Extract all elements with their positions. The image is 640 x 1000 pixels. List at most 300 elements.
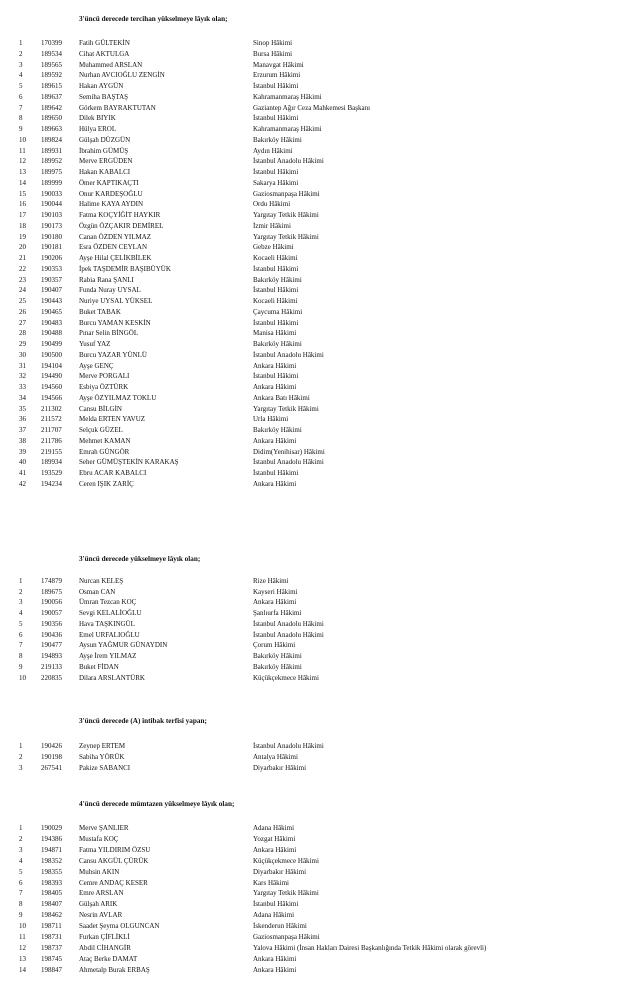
row-number: 10	[19, 922, 26, 931]
list-item	[0, 350, 640, 361]
court-position: İstanbul Hâkimi	[253, 82, 299, 90]
list-item	[0, 382, 640, 393]
list-item	[0, 113, 640, 124]
court-position: Küçükçekmece Hâkimi	[253, 856, 319, 865]
person-name: Buket TABAK	[79, 307, 121, 316]
person-name: Pakize SABANCI	[79, 764, 131, 772]
row-number: 39	[19, 447, 26, 456]
person-name: Görkem BAYRAKTUTAN	[79, 103, 156, 112]
registry-number: 189931	[41, 146, 62, 155]
registry-number: 189592	[41, 71, 62, 80]
court-position: İstanbul Hâkimi	[253, 168, 299, 176]
person-name: Cemre ANDAÇ KESER	[79, 878, 148, 887]
registry-number: 190483	[41, 318, 62, 327]
list-item	[0, 103, 640, 114]
person-name: Nurhan AVCIOĞLU ZENGİN	[79, 71, 165, 80]
row-number: 1	[19, 824, 23, 832]
court-position: Kars Hâkimi	[253, 878, 289, 887]
person-name: Cansu AKGÜL ÇÜRÜK	[79, 856, 149, 865]
row-number: 7	[19, 103, 23, 112]
court-position: Ankara Hâkimi	[253, 479, 297, 488]
court-position: Ankara Hâkimi	[253, 436, 297, 445]
person-name: Fatih GÜLTEKİN	[79, 39, 130, 47]
row-number: 23	[19, 275, 26, 284]
person-name: Ataç Berke DAMAT	[79, 954, 138, 963]
court-position: İstanbul Hâkimi	[253, 372, 299, 381]
registry-number: 190500	[41, 350, 62, 359]
registry-number: 190356	[41, 619, 62, 628]
list-item	[0, 457, 640, 468]
list-item	[0, 414, 640, 425]
row-number: 6	[19, 630, 23, 639]
court-position: Adana Hâkimi	[253, 911, 295, 920]
court-position: Kocaeli Hâkimi	[253, 254, 298, 262]
person-name: Semiha BAŞTAŞ	[79, 92, 129, 101]
list-item	[0, 834, 640, 845]
row-number: 30	[19, 350, 26, 359]
court-position: İstanbul Hâkimi	[253, 900, 299, 909]
person-name: Mehmet KAMAN	[79, 436, 131, 445]
registry-number: 190044	[41, 200, 62, 209]
registry-number: 194566	[41, 393, 62, 402]
row-number: 5	[19, 619, 23, 628]
registry-number: 170399	[41, 39, 62, 47]
person-name: Ebru ACAR KABALCI	[79, 469, 147, 477]
registry-number: 219133	[41, 662, 62, 671]
row-number: 36	[19, 415, 26, 424]
row-number: 10	[19, 673, 26, 682]
list-item	[0, 597, 640, 608]
court-position: Rize Hâkimi	[253, 577, 289, 585]
list-item	[0, 38, 640, 49]
row-number: 2	[19, 587, 23, 596]
person-name: Seher GÜMÜŞTEKİN KARAKAŞ	[79, 458, 179, 467]
registry-number: 189637	[41, 92, 62, 101]
court-position: Küçükçekmece Hâkimi	[253, 673, 319, 682]
person-name: Furkan ÇİFLİKLİ	[79, 933, 130, 941]
person-name: Hakan KABALCI	[79, 168, 131, 176]
list-item	[0, 856, 640, 867]
row-number: 27	[19, 318, 26, 327]
registry-number: 190436	[41, 630, 62, 639]
list-item	[0, 932, 640, 943]
row-number: 24	[19, 286, 26, 295]
registry-number: 198407	[41, 900, 62, 909]
court-position: Manavgat Hâkimi	[253, 60, 304, 69]
list-item	[0, 167, 640, 178]
registry-number: 190465	[41, 307, 62, 316]
court-position: Sakarya Hâkimi	[253, 178, 299, 187]
list-item	[0, 651, 640, 662]
person-name: Muhammed ARSLAN	[79, 60, 143, 69]
person-name: Ömer KAPTIKAÇTI	[79, 178, 139, 187]
person-name: Canan ÖZDEN YILMAZ	[79, 232, 152, 241]
person-name: Funda Nuray UYSAL	[79, 286, 141, 295]
list-item	[0, 954, 640, 965]
registry-number: 190180	[41, 232, 62, 241]
registry-number: 189565	[41, 60, 62, 69]
registry-number: 189934	[41, 458, 62, 467]
list-item	[0, 662, 640, 673]
list-item	[0, 447, 640, 458]
registry-number: 211302	[41, 404, 62, 413]
list-item	[0, 242, 640, 253]
court-position: İstanbul Hâkimi	[253, 264, 299, 273]
list-item	[0, 339, 640, 350]
list-item	[0, 49, 640, 60]
registry-number: 194893	[41, 652, 62, 660]
row-number: 12	[19, 157, 26, 166]
registry-number: 190033	[41, 189, 62, 198]
person-name: Burcu YAZAR YÜNLÜ	[79, 350, 147, 359]
row-number: 33	[19, 383, 26, 391]
person-name: İpek TAŞDEMİR BAŞIBÜYÜK	[79, 264, 171, 273]
person-name: Selçuk GÜZEL	[79, 426, 123, 434]
row-number: 18	[19, 221, 26, 230]
list-item	[0, 479, 640, 490]
list-item	[0, 436, 640, 447]
list-item	[0, 156, 640, 167]
list-item	[0, 285, 640, 296]
person-name: Nuriye UYSAL YÜKSEL	[79, 297, 153, 305]
person-name: Ayşe İrem YILMAZ	[79, 652, 137, 660]
list-item	[0, 921, 640, 932]
list-item	[0, 425, 640, 436]
person-name: Ayşe Hilal ÇELİKBİLEK	[79, 254, 152, 262]
list-item	[0, 146, 640, 157]
court-position: Bursa Hâkimi	[253, 49, 293, 58]
registry-number: 189615	[41, 82, 62, 90]
court-position: İstanbul Anadolu Hâkimi	[253, 630, 324, 639]
row-number: 35	[19, 404, 26, 413]
list-item	[0, 70, 640, 81]
registry-number: 190103	[41, 211, 62, 219]
list-item	[0, 943, 640, 954]
registry-number: 190407	[41, 286, 62, 295]
registry-number: 211786	[41, 436, 62, 445]
person-name: Merve ŞANLIER	[79, 824, 129, 832]
list-item	[0, 81, 640, 92]
person-name: Cihat AKTULGA	[79, 49, 130, 58]
section-heading: 4'üncü derecede mümtazen yükselmeye lâyık olan;	[79, 800, 235, 808]
list-item	[0, 845, 640, 856]
list-item	[0, 888, 640, 899]
court-position: Şanlıurfa Hâkimi	[253, 609, 302, 618]
court-position: Adana Hâkimi	[253, 824, 295, 832]
registry-number: 189975	[41, 168, 62, 176]
registry-number: 267541	[41, 764, 62, 772]
list-item	[0, 468, 640, 479]
row-number: 2	[19, 49, 23, 58]
list-item	[0, 630, 640, 641]
row-number: 8	[19, 114, 23, 123]
list-item	[0, 221, 640, 232]
person-name: Rabia Rana ŞANLI	[79, 275, 134, 284]
list-item	[0, 199, 640, 210]
registry-number: 189675	[41, 587, 62, 596]
court-position: Gaziantep Ağır Ceza Mahkemesi Başkanı	[253, 103, 371, 112]
registry-number: 190206	[41, 254, 62, 262]
court-position: Bakırköy Hâkimi	[253, 275, 302, 284]
registry-number: 190181	[41, 243, 62, 252]
row-number: 5	[19, 82, 23, 90]
person-name: Gülşah DÜZGÜN	[79, 135, 131, 144]
list-item	[0, 393, 640, 404]
court-position: Ankara Hâkimi	[253, 361, 297, 370]
court-position: Diyarbakır Hâkimi	[253, 764, 307, 772]
row-number: 15	[19, 189, 26, 198]
court-position: Çorum Hâkimi	[253, 641, 296, 650]
registry-number: 194560	[41, 383, 62, 391]
list-item	[0, 189, 640, 200]
court-position: Kahramanmaraş Hâkimi	[253, 125, 322, 133]
list-item	[0, 878, 640, 889]
registry-number: 190499	[41, 340, 62, 348]
row-number: 3	[19, 598, 23, 607]
row-number: 3	[19, 60, 23, 69]
row-number: 28	[19, 329, 26, 338]
row-number: 7	[19, 641, 23, 650]
court-position: Urla Hâkimi	[253, 415, 289, 424]
person-name: Dilara ARSLANTÜRK	[79, 673, 145, 682]
section-heading: 3'üncü derecede tercihan yükselmeye lâyık olan;	[79, 15, 228, 23]
list-item	[0, 910, 640, 921]
person-name: Emel URFALIOĞLU	[79, 630, 140, 639]
row-number: 37	[19, 426, 26, 434]
court-position: Bakırköy Hâkimi	[253, 652, 302, 660]
person-name: Hakan AYGÜN	[79, 82, 124, 90]
row-number: 4	[19, 609, 23, 618]
list-item	[0, 135, 640, 146]
row-number: 21	[19, 254, 26, 262]
person-name: Aysun YAĞMUR GÜNAYDIN	[79, 641, 168, 650]
section-heading: 3'üncü derecede (A) intibak terfisi yapan;	[79, 717, 207, 725]
court-position: Yargıtay Tetkik Hâkimi	[253, 232, 319, 241]
court-position: İstanbul Anadolu Hâkimi	[253, 458, 324, 467]
list-item	[0, 60, 640, 71]
person-name: Abdil CİHANGİR	[79, 943, 131, 952]
registry-number: 189824	[41, 135, 62, 144]
person-name: Ahmetalp Burak ERBAŞ	[79, 965, 150, 974]
row-number: 13	[19, 168, 26, 176]
person-name: Ayşe GENÇ	[79, 361, 114, 370]
registry-number: 174879	[41, 577, 62, 585]
list-item	[0, 296, 640, 307]
list-item	[0, 361, 640, 372]
registry-number: 198737	[41, 943, 62, 952]
row-number: 8	[19, 652, 23, 660]
person-name: Esbiya ÖZTÜRK	[79, 383, 129, 391]
list-item	[0, 823, 640, 834]
registry-number: 194104	[41, 361, 62, 370]
court-position: Ankara Hâkimi	[253, 383, 297, 391]
registry-number: 198711	[41, 922, 62, 931]
person-name: Ümran Tezcan KOÇ	[79, 598, 137, 607]
registry-number: 198745	[41, 954, 62, 963]
court-position: İstanbul Hâkimi	[253, 114, 299, 123]
list-item	[0, 92, 640, 103]
court-position: Erzurum Hâkimi	[253, 71, 301, 80]
list-item	[0, 318, 640, 329]
person-name: Nurcan KELEŞ	[79, 577, 124, 585]
registry-number: 211707	[41, 426, 62, 434]
list-item	[0, 640, 640, 651]
court-position: Ordu Hâkimi	[253, 200, 291, 209]
person-name: Cansu BİLGİN	[79, 404, 122, 413]
list-item	[0, 587, 640, 598]
court-position: Antalya Hâkimi	[253, 753, 298, 761]
row-number: 19	[19, 232, 26, 241]
row-number: 41	[19, 469, 26, 477]
person-name: Merve ERGÜDEN	[79, 157, 133, 166]
court-position: Aydın Hâkimi	[253, 146, 293, 155]
row-number: 11	[19, 146, 26, 155]
row-number: 9	[19, 125, 23, 133]
list-item	[0, 404, 640, 415]
row-number: 6	[19, 878, 23, 887]
court-position: İstanbul Hâkimi	[253, 469, 299, 477]
registry-number: 198352	[41, 856, 62, 865]
list-item	[0, 619, 640, 630]
court-position: Sinop Hâkimi	[253, 39, 293, 47]
person-name: Osman CAN	[79, 587, 116, 596]
court-position: Bakırköy Hâkimi	[253, 426, 302, 434]
registry-number: 194234	[41, 479, 62, 488]
person-name: Hava TAŞKINGÜL	[79, 619, 135, 628]
row-number: 14	[19, 178, 26, 187]
row-number: 4	[19, 856, 23, 865]
person-name: Gülşah ARIK	[79, 900, 118, 909]
court-position: Kahramanmaraş Hâkimi	[253, 92, 322, 101]
court-position: Ankara Hâkimi	[253, 845, 297, 854]
row-number: 1	[19, 742, 23, 750]
registry-number: 190173	[41, 221, 62, 230]
registry-number: 189534	[41, 49, 62, 58]
list-item	[0, 210, 640, 221]
row-number: 6	[19, 92, 23, 101]
person-name: Zeynep ERTEM	[79, 742, 126, 750]
court-position: Ankara Hâkimi	[253, 954, 297, 963]
registry-number: 194871	[41, 845, 62, 854]
person-name: Emrah GÜNGÖR	[79, 447, 130, 456]
registry-number: 189663	[41, 125, 62, 133]
list-item	[0, 741, 640, 752]
registry-number: 220835	[41, 673, 62, 682]
person-name: Hülya EROL	[79, 125, 117, 133]
court-position: Gebze Hâkimi	[253, 243, 294, 252]
row-number: 40	[19, 458, 26, 467]
list-item	[0, 673, 640, 684]
list-item	[0, 371, 640, 382]
row-number: 29	[19, 340, 26, 348]
row-number: 31	[19, 361, 26, 370]
registry-number: 198355	[41, 867, 62, 876]
person-name: Merve PORGALI	[79, 372, 130, 381]
court-position: Didim(Yenihisar) Hâkimi	[253, 447, 325, 456]
court-position: İskenderun Hâkimi	[253, 922, 307, 931]
registry-number: 190353	[41, 264, 62, 273]
row-number: 34	[19, 393, 26, 402]
court-position: İzmir Hâkimi	[253, 221, 291, 230]
court-position: Ankara Batı Hâkimi	[253, 393, 310, 402]
court-position: İstanbul Hâkimi	[253, 286, 299, 295]
row-number: 3	[19, 764, 23, 772]
registry-number: 190426	[41, 742, 62, 750]
registry-number: 189642	[41, 103, 62, 112]
list-item	[0, 576, 640, 587]
person-name: Nesrin AVLAR	[79, 911, 123, 920]
list-item	[0, 253, 640, 264]
row-number: 17	[19, 211, 26, 219]
person-name: Melda ERTEN YAVUZ	[79, 415, 146, 424]
row-number: 1	[19, 577, 23, 585]
court-position: Kayseri Hâkimi	[253, 587, 298, 596]
row-number: 9	[19, 911, 23, 920]
court-position: Yalova Hâkimi (İnsan Hakları Dairesi Başkanlığında Tetkik Hâkimi olarak görevli)	[253, 943, 487, 952]
row-number: 13	[19, 954, 26, 963]
person-name: Fatma KOÇYİĞİT HAYKIR	[79, 211, 161, 219]
registry-number: 194490	[41, 372, 62, 381]
court-position: İstanbul Anadolu Hâkimi	[253, 157, 324, 166]
list-item	[0, 328, 640, 339]
person-name: Saadet Şeyma OLGUNCAN	[79, 922, 160, 931]
court-position: İstanbul Anadolu Hâkimi	[253, 350, 324, 359]
court-position: İstanbul Anadolu Hâkimi	[253, 742, 324, 750]
registry-number: 190056	[41, 598, 62, 607]
registry-number: 189952	[41, 157, 62, 166]
court-position: İstanbul Anadolu Hâkimi	[253, 619, 324, 628]
row-number: 2	[19, 834, 23, 843]
registry-number: 198393	[41, 878, 62, 887]
court-position: Diyarbakır Hâkimi	[253, 867, 307, 876]
person-name: Pınar Selin BİNGÖL	[79, 329, 139, 338]
list-item	[0, 275, 640, 286]
list-item	[0, 124, 640, 135]
court-position: Çaycuma Hâkimi	[253, 307, 303, 316]
row-number: 25	[19, 297, 26, 305]
row-number: 9	[19, 662, 23, 671]
list-item	[0, 899, 640, 910]
row-number: 2	[19, 753, 23, 761]
list-item	[0, 965, 640, 976]
person-name: Esra ÖZDEN CEYLAN	[79, 243, 148, 252]
row-number: 3	[19, 845, 23, 854]
list-item	[0, 763, 640, 774]
registry-number: 190029	[41, 824, 62, 832]
court-position: Bakırköy Hâkimi	[253, 340, 302, 348]
person-name: Fatma YILDIRIM ÖZSU	[79, 845, 151, 854]
row-number: 4	[19, 71, 23, 80]
row-number: 12	[19, 943, 26, 952]
registry-number: 190357	[41, 275, 62, 284]
person-name: İbrahim GÜMÜŞ	[79, 146, 129, 155]
registry-number: 193529	[41, 469, 62, 477]
row-number: 38	[19, 436, 26, 445]
person-name: Halime KAYA AYDIN	[79, 200, 144, 209]
person-name: Dilek BIYIK	[79, 114, 116, 123]
list-item	[0, 264, 640, 275]
court-position: Ankara Hâkimi	[253, 965, 297, 974]
registry-number: 198462	[41, 911, 62, 920]
row-number: 11	[19, 933, 26, 941]
person-name: Buket FİDAN	[79, 662, 119, 671]
person-name: Mustafa KOÇ	[79, 834, 119, 843]
person-name: Muhsin AKIN	[79, 867, 120, 876]
row-number: 8	[19, 900, 23, 909]
court-position: Yozgat Hâkimi	[253, 834, 296, 843]
list-item	[0, 307, 640, 318]
section-heading: 3'üncü derecede yükselmeye lâyık olan;	[79, 555, 201, 563]
